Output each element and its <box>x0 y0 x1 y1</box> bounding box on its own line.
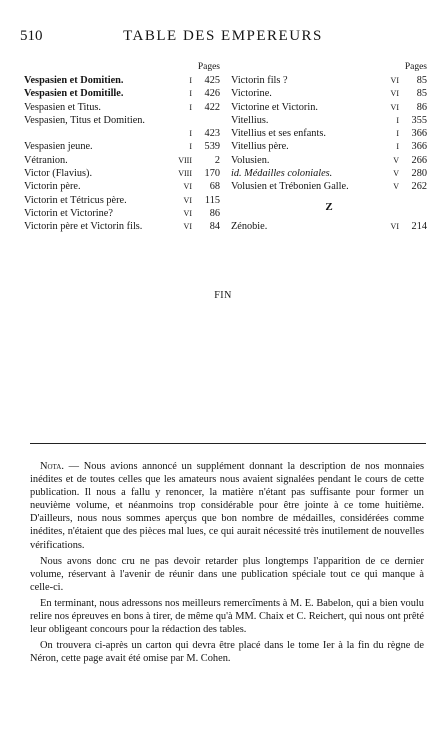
entry-page: 84 <box>209 221 220 233</box>
entry-name: Vitellius et ses enfants. <box>231 128 326 140</box>
entry-name: Vespasien et Titus. <box>24 101 101 113</box>
index-entry <box>231 101 427 114</box>
section-letter-z: Z <box>325 200 333 213</box>
right-index-column <box>231 60 427 234</box>
entry-page: 266 <box>411 154 427 166</box>
index-entry <box>231 154 427 167</box>
entry-volume: I <box>396 129 399 139</box>
index-entry <box>231 87 427 100</box>
nota-paragraph <box>30 460 424 552</box>
entry-page: 426 <box>204 88 220 100</box>
index-entry <box>24 87 220 100</box>
entry-page: 539 <box>204 141 220 153</box>
nota-label: Nota. <box>40 461 64 472</box>
left-entry-list <box>24 74 220 234</box>
entry-name: Victor (Flavius). <box>24 168 93 180</box>
entry-name: Zénobie. <box>231 221 268 233</box>
entry-volume: I <box>189 142 192 152</box>
entry-volume: I <box>189 89 192 99</box>
entry-volume: VIII <box>178 169 192 179</box>
page-header <box>20 28 426 48</box>
entry-name: id. Médailles coloniales. <box>231 168 333 180</box>
entry-name: Victorine. <box>231 88 272 100</box>
index-entry <box>24 154 220 167</box>
entry-volume: VIII <box>178 155 192 165</box>
entry-name: Vétranion. <box>24 154 68 166</box>
entry-page: 115 <box>204 194 220 206</box>
index-entry <box>24 194 220 207</box>
entry-page: 366 <box>411 128 427 140</box>
entry-name: Vespasien et Domitille. <box>24 88 124 100</box>
index-entry <box>231 127 427 140</box>
left-index-column <box>24 60 220 234</box>
entry-name: Volusien et Trébonien Galle. <box>231 181 349 193</box>
nota-paragraph: Nous avons donc cru ne pas devoir retarder plus longtemps l'apparition de ce dernier volume, réservant à l'avenir de réunir dans une publication spéciale tout ce qui manque à celle-ci. <box>30 555 424 593</box>
entry-name: Victorine et Victorin. <box>231 101 318 113</box>
z-entry-list <box>231 220 427 233</box>
index-entry <box>24 101 220 114</box>
right-entry-list <box>231 74 427 194</box>
entry-name: Victorin fils ? <box>231 75 288 86</box>
index-entry <box>24 167 220 180</box>
entry-name: Victorin père. <box>24 181 81 193</box>
entry-name: Vespasien et Domitien. <box>24 75 124 86</box>
nota-section <box>30 460 424 668</box>
running-title: TABLE DES EMPEREURS <box>123 28 323 44</box>
index-entry <box>231 220 427 233</box>
entry-volume: V <box>393 155 399 165</box>
entry-volume: V <box>393 169 399 179</box>
entry-page: 280 <box>411 168 427 180</box>
index-entry <box>24 140 220 153</box>
entry-page: 425 <box>204 75 220 86</box>
index-entry <box>24 207 220 220</box>
entry-volume: I <box>189 102 192 112</box>
entry-name: Vitellius père. <box>231 141 289 153</box>
pages-column-label: Pages <box>197 62 220 72</box>
index-entry <box>231 180 427 193</box>
entry-volume: VI <box>390 89 399 99</box>
entry-page: 214 <box>411 221 427 233</box>
entry-name: Vespasien jeune. <box>24 141 93 153</box>
entry-volume: VI <box>183 195 192 205</box>
entry-page: 422 <box>204 101 220 113</box>
entry-volume: I <box>189 129 192 139</box>
entry-page: 262 <box>411 181 427 193</box>
page-number: 510 <box>20 28 43 44</box>
fin-mark: FIN <box>214 290 232 301</box>
index-entry <box>24 180 220 193</box>
entry-volume: VI <box>183 208 192 218</box>
entry-page: 355 <box>411 114 427 126</box>
entry-page: 2 <box>214 154 220 166</box>
entry-name: Victorin et Tétricus père. <box>24 194 127 206</box>
entry-page: 86 <box>209 207 220 219</box>
entry-name: Victorin père et Victorin fils. <box>24 221 143 233</box>
entry-volume: VI <box>390 76 399 85</box>
entry-name: Victorin et Victorine? <box>24 207 113 219</box>
index-entry <box>231 140 427 153</box>
index-entry <box>24 74 220 87</box>
entry-volume: I <box>396 142 399 152</box>
entry-volume: VI <box>183 182 192 192</box>
entry-volume: V <box>393 182 399 192</box>
index-entry <box>24 220 220 233</box>
entry-volume: VI <box>183 222 192 232</box>
entry-name: Vitellius. <box>231 114 269 126</box>
entry-page: 85 <box>416 88 427 100</box>
nota-paragraph: En terminant, nous adressons nos meilleurs remercîments à M. E. Babelon, qui a bien voulu relire nos épreuves en bons à tirer, de même qu'à MM. Chaix et C. Reichert, qui nous ont prêté leur obligeant concours pour la rédaction des tables. <box>30 597 424 636</box>
entry-name: Volusien. <box>231 154 270 166</box>
entry-page: 68 <box>209 181 220 193</box>
index-entry <box>231 167 427 180</box>
separator-rule <box>30 443 426 444</box>
index-entry <box>24 114 220 141</box>
entry-volume: I <box>189 76 192 85</box>
entry-page: 423 <box>204 128 220 140</box>
entry-name: Vespasien, Titus et Domitien. <box>24 114 145 126</box>
nota-paragraph: On trouvera ci-après un carton qui devra être placé dans le tome Ier à la fin du règne de Néron, cette page avait été omise par M. Cohen. <box>30 640 424 665</box>
index-entry <box>231 74 427 87</box>
entry-page: 170 <box>204 168 220 180</box>
nota-text: — Nous avions annoncé un supplément donnant la description de nos monnaies inédites et de toutes celles que les amateurs nous avaient signalées pendant le cours de cette publication. Il nous a fallu y renoncer, la matière n'étant pas suffisante pour former un neuvième volume, et néanmoins trop considérable pour être jointe à ce tome huitième. D'ailleurs, nous nous sommes aperçus que bon nombre de médailles, considérées comme inédites, n'étaient que des pièces mal lues, ce qui aurait nécessité très inutilement de nouvelles vérifications. <box>30 461 424 551</box>
entry-page: 86 <box>416 101 427 113</box>
entry-volume: I <box>396 115 399 125</box>
entry-page: 85 <box>416 75 427 86</box>
index-entry <box>231 114 427 127</box>
entry-page: 366 <box>411 141 427 153</box>
entry-volume: VI <box>390 102 399 112</box>
pages-column-label: Pages <box>404 62 427 72</box>
entry-volume: VI <box>390 222 399 232</box>
